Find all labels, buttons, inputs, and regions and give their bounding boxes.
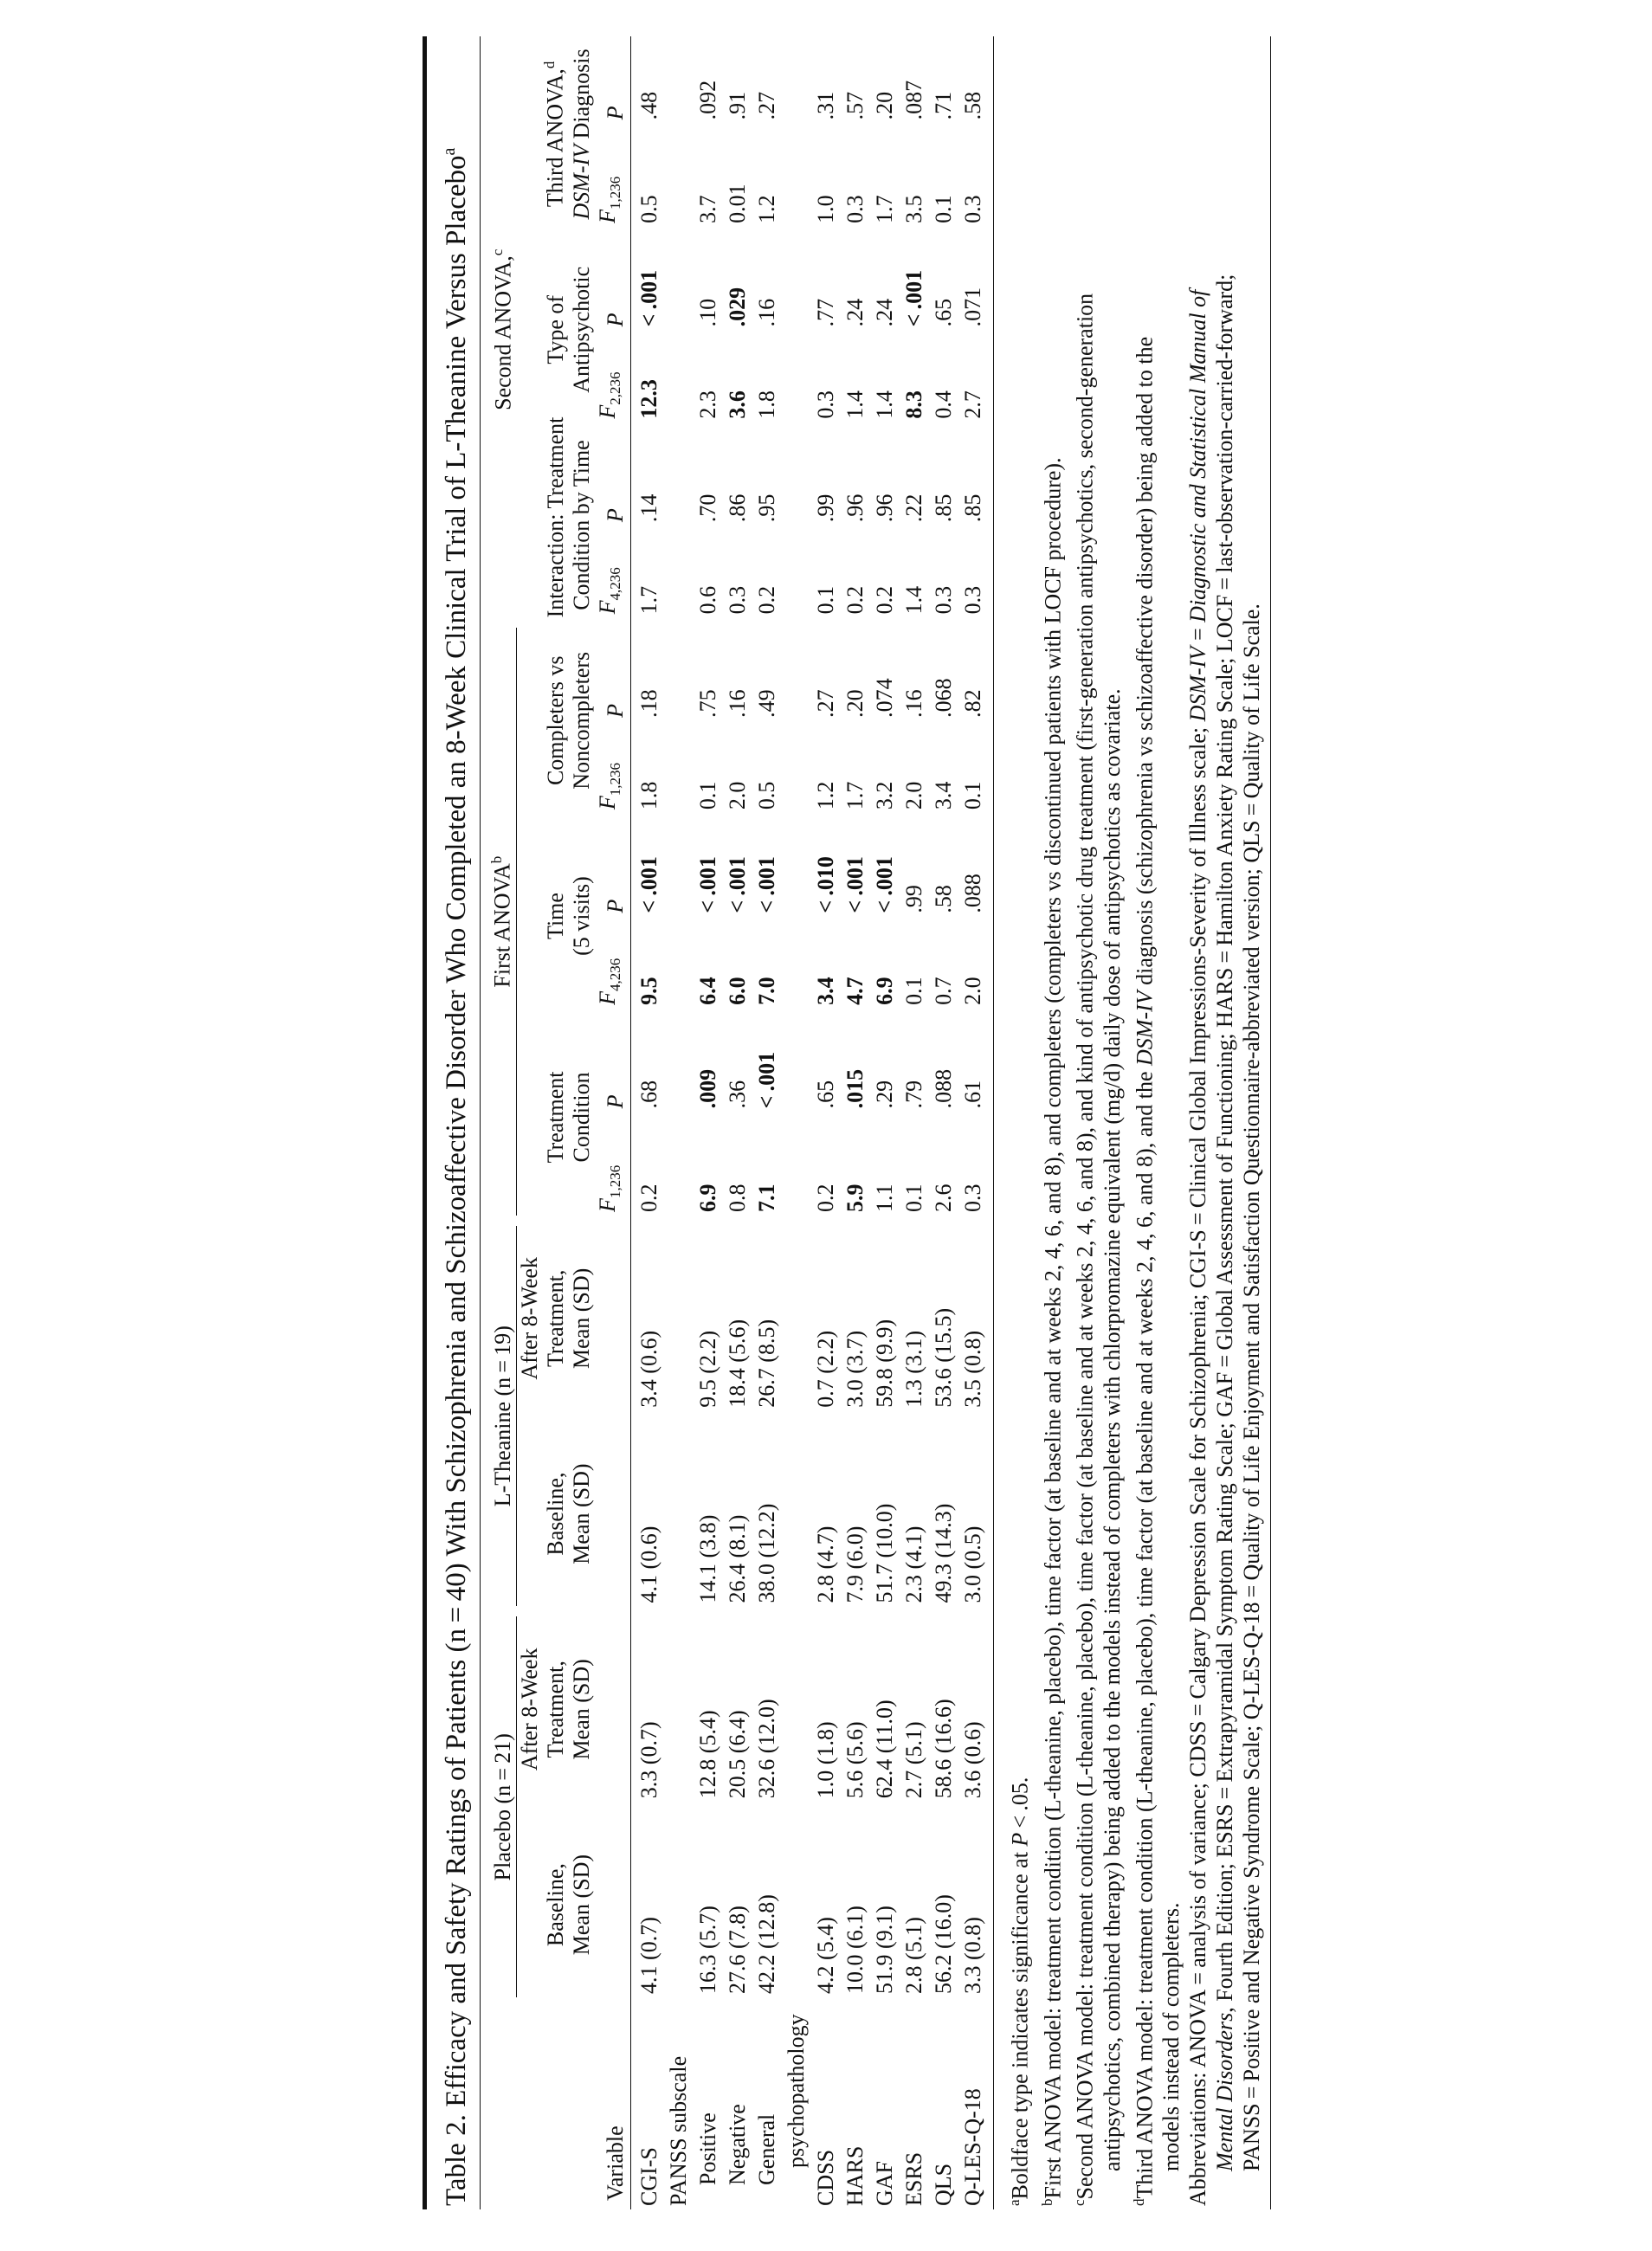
- table-row: [870, 36, 900, 2209]
- int-p-cell: .96: [842, 493, 868, 523]
- table-page: [423, 36, 1271, 2209]
- dx-p-cell: .48: [636, 91, 661, 120]
- abbreviations-text: , Fourth Edition; ESRS = Extrapyramidal Symptom Rating Scale; GAF = Global Assessment of Functioning; HARS = Hamilton Anxiety Rating Scale; LOCF = last-observation-carried-forward;: [1212, 274, 1238, 2013]
- comp-f-cell: 1.7: [842, 781, 868, 810]
- pb-after-cell: 2.7 (5.1): [900, 1721, 926, 1799]
- table-row: [723, 36, 752, 2209]
- comp-p-cell: .16: [724, 689, 750, 718]
- comp-p-cell: .18: [636, 689, 661, 718]
- ap-f-cell: 0.4: [930, 390, 956, 419]
- comp-p-cell: .75: [694, 689, 720, 718]
- dx-p-cell: .092: [694, 80, 720, 120]
- time-f-cell: 7.0: [753, 977, 779, 1005]
- ap-f-cell: 1.4: [871, 390, 897, 419]
- pb-after-cell: 32.6 (12.0): [753, 1699, 779, 1799]
- abbreviations-continued: PANSS = Positive and Negative Syndrome Scale; Q-LES-Q-18 = Quality of Life Enjoyment and Satisfaction Questionnaire-abbreviated version; QLS = Quality of Life Scale.: [1239, 603, 1265, 2171]
- footnote-c-continued: antipsychotics, combined therapy) being added to the models instead of completers with chlorpromazine equivalent (mg/d) daily dose of antipsychotics as covariate.: [1099, 688, 1125, 2171]
- stat-p: P: [602, 106, 628, 120]
- time-f-cell: 3.4: [812, 977, 838, 1005]
- int-f-cell: 0.2: [842, 585, 868, 615]
- lt-baseline-cell: 14.1 (3.8): [694, 1514, 720, 1603]
- dx-p-cell: .58: [958, 36, 994, 128]
- dx-f-cell: 0.3: [842, 195, 868, 223]
- stat-f: F: [594, 991, 620, 1005]
- dx-p-cell: .31: [812, 91, 838, 120]
- lt-after-cell: 3.5 (0.8): [958, 1221, 994, 1416]
- tc-f-cell: 6.9: [694, 1184, 720, 1212]
- comp-f-cell: 0.1: [694, 781, 720, 810]
- row-variable: General: [753, 2113, 779, 2185]
- int-f-cell: 0.3: [930, 585, 956, 615]
- lt-after-h1: After 8-Week: [516, 1257, 542, 1380]
- tc-f-cell: 0.2: [812, 1184, 838, 1212]
- dx-f-cell: 1.0: [812, 195, 838, 223]
- dx-p-cell: .57: [842, 91, 868, 120]
- tc-p-cell: .009: [694, 1068, 720, 1109]
- dx-p-cell: .087: [900, 80, 926, 120]
- comp-p-cell: .068: [930, 678, 956, 718]
- tc-p-cell: .61: [958, 1014, 994, 1118]
- int-p-cell: .86: [724, 493, 750, 523]
- third-anova-mark: d: [541, 61, 558, 69]
- stat-p: P: [602, 899, 628, 913]
- tc-p-cell: .29: [871, 1080, 897, 1109]
- lt-after-h3: Mean (SD): [568, 1267, 594, 1369]
- tc-p-cell: .36: [724, 1080, 750, 1109]
- footnote-b: [1034, 40, 1067, 2206]
- abbreviations-text: Abbreviations: ANOVA = analysis of variance; CDSS = Calgary Depression Scale for Schizophrenia; CGI-S = Clinical Global Impressions-Severity of Illness scale;: [1185, 721, 1211, 2206]
- row-variable: ESRS: [900, 2151, 926, 2206]
- int-f-cell: 0.6: [694, 585, 720, 615]
- row-variable: Positive: [694, 2112, 720, 2185]
- int-f-cell: 0.3: [958, 531, 994, 622]
- ap-p-cell: .24: [871, 298, 897, 327]
- tc-f-cell: 1.1: [871, 1184, 897, 1212]
- comp-f-cell: 2.0: [900, 781, 926, 810]
- tc-f-cell: 2.6: [930, 1184, 956, 1212]
- time-f-cell: 9.5: [636, 977, 661, 1005]
- footnote-text: First ANOVA model: treatment condition (L-theanine, placebo), time factor (at baseline and at weeks 2, 4, 6, and 8), and completers (completers vs discontinued patients with LOCF procedure).: [1040, 457, 1066, 2199]
- comp-f-cell: 0.5: [753, 781, 779, 810]
- tc-p-cell: .015: [842, 1068, 868, 1109]
- footnote-a: [1001, 40, 1034, 2206]
- row-variable: Negative: [724, 2104, 750, 2185]
- row-variable: CDSS: [812, 2149, 838, 2206]
- ap-p-cell: .24: [842, 298, 868, 327]
- tc-p-cell: .68: [636, 1080, 661, 1109]
- pb-after-cell: 12.8 (5.4): [694, 1710, 720, 1799]
- time-f-cell: 6.4: [694, 977, 720, 1005]
- comp-p-cell: .49: [753, 689, 779, 718]
- df: 1,236: [606, 1164, 623, 1199]
- dx-f-cell: 0.3: [958, 128, 994, 232]
- time-h1: Time: [542, 893, 568, 940]
- int-f-cell: 1.4: [900, 585, 926, 615]
- time-p-cell: < .001: [724, 856, 750, 913]
- dx-p-cell: .71: [930, 91, 956, 120]
- lt-after-cell: 3.0 (3.7): [842, 1330, 868, 1408]
- dx-f-cell: 0.1: [930, 195, 956, 223]
- treatment-h2: Condition: [568, 1072, 594, 1163]
- row-variable: QLS: [930, 2163, 956, 2206]
- ap-f-cell: 12.3: [636, 379, 661, 419]
- tc-f-cell: 0.2: [636, 1184, 661, 1212]
- row-variable-continued: psychopathology: [783, 2014, 809, 2168]
- stat-f: F: [594, 796, 620, 810]
- lt-baseline-cell: 3.0 (0.5): [958, 1416, 994, 1612]
- lt-after-cell: 53.6 (15.5): [930, 1307, 956, 1408]
- ap-f-cell: 0.3: [812, 390, 838, 419]
- stat-f: F: [594, 1198, 620, 1212]
- lt-baseline-cell: 49.3 (14.3): [930, 1503, 956, 1603]
- pb-baseline-cell: 2.8 (5.1): [900, 1917, 926, 1994]
- table-row: [929, 36, 958, 2209]
- tc-f-cell: 5.9: [842, 1184, 868, 1212]
- header-row-stats: [595, 36, 631, 2209]
- ap-p-cell: .10: [694, 298, 720, 327]
- pb-baseline-cell: 3.3 (0.8): [958, 1807, 994, 2003]
- theanine-group-header: L-Theanine (n = 19): [490, 1226, 517, 1607]
- int-f-cell: 0.3: [724, 585, 750, 615]
- ap-f-cell: 2.7: [958, 335, 994, 427]
- first-anova-header: [484, 628, 517, 1216]
- footnote-text: Boldface type indicates significance at: [1007, 1846, 1033, 2200]
- table-title-text: Table 2. Efficacy and Safety Ratings of Patients (n = 40) With Schizophrenia and Schizoaffective Disorder Who Completed an 8-Week Clinical Trial of L-Theanine Versus Placebo: [441, 155, 472, 2206]
- ap-p-cell: .029: [724, 287, 750, 327]
- row-variable: CGI-S: [636, 2147, 661, 2206]
- pb-after-cell: 1.0 (1.8): [812, 1721, 838, 1799]
- title-footnote-mark: a: [440, 147, 459, 156]
- int-p-cell: .14: [636, 493, 661, 523]
- table-row: [958, 36, 994, 2209]
- header-row-columns: [517, 36, 595, 2209]
- bottom-rule: [1270, 36, 1271, 2209]
- dx-f-cell: 1.2: [753, 195, 779, 223]
- lt-baseline-cell: 26.4 (8.1): [724, 1514, 750, 1603]
- int-p-cell: .22: [900, 493, 926, 523]
- df: 4,236: [606, 567, 623, 601]
- lt-baseline-h2: Mean (SD): [568, 1463, 594, 1564]
- lt-after-cell: 18.4 (5.6): [724, 1319, 750, 1408]
- int-f-cell: 0.2: [753, 585, 779, 615]
- tc-p-cell: < .001: [753, 1051, 779, 1109]
- time-p-cell: < .001: [753, 856, 779, 913]
- ap-p-cell: < .001: [900, 269, 926, 327]
- comp-f-cell: 3.4: [930, 781, 956, 810]
- lt-baseline-cell: 38.0 (12.2): [753, 1503, 779, 1603]
- third-anova-dsm: DSM-IV: [568, 144, 594, 220]
- footnote-d: [1126, 40, 1158, 2206]
- comp-p-cell: .074: [871, 678, 897, 718]
- stat-p: P: [602, 704, 628, 718]
- pb-after-h2: Treatment,: [542, 1661, 568, 1758]
- stat-f: F: [594, 600, 620, 615]
- int-p-cell: .99: [812, 493, 838, 523]
- time-f-cell: 0.1: [900, 977, 926, 1005]
- lt-after-h2: Treatment,: [542, 1269, 568, 1368]
- tc-f-cell: 7.1: [753, 1184, 779, 1212]
- lt-after-cell: 1.3 (3.1): [900, 1330, 926, 1408]
- pb-baseline-h1: Baseline,: [542, 1863, 568, 1947]
- stat-f: F: [594, 210, 620, 223]
- interaction-h2: Condition by Time: [568, 440, 594, 610]
- table-row: [630, 36, 664, 2209]
- time-p-cell: .088: [958, 818, 994, 922]
- lt-baseline-cell: 2.8 (4.7): [812, 1525, 838, 1603]
- table-row: [841, 36, 870, 2209]
- ap-p-cell: .77: [812, 298, 838, 327]
- pb-baseline-cell: 27.6 (7.8): [724, 1906, 750, 1994]
- ap-f-cell: 2.3: [694, 390, 720, 419]
- dx-f-cell: 3.7: [694, 195, 720, 223]
- abbreviations: [1184, 40, 1211, 2206]
- lt-baseline-cell: 7.9 (6.0): [842, 1525, 868, 1603]
- df: 2,236: [606, 371, 623, 405]
- variable-header: Variable: [595, 2003, 631, 2209]
- tc-p-cell: .79: [900, 1080, 926, 1109]
- completers-h2: Noncompleters: [568, 651, 594, 790]
- pb-baseline-cell: 4.2 (5.4): [812, 1917, 838, 1994]
- pb-after-cell: 3.6 (0.6): [958, 1611, 994, 1807]
- time-p-cell: < .001: [842, 856, 868, 913]
- completers-h1: Completers vs: [542, 655, 568, 786]
- stat-p: P: [602, 508, 628, 523]
- header-row-groups: [481, 36, 517, 2209]
- pb-after-h3: Mean (SD): [568, 1659, 594, 1760]
- lt-after-cell: 59.8 (9.9): [871, 1319, 897, 1408]
- lt-after-cell: 0.7 (2.2): [812, 1330, 838, 1408]
- dx-p-cell: .27: [753, 91, 779, 120]
- time-p-cell: < .001: [694, 856, 720, 913]
- pb-baseline-cell: 56.2 (16.0): [930, 1894, 956, 1994]
- row-variable: GAF: [871, 2160, 897, 2206]
- ap-f-cell: 1.4: [842, 390, 868, 419]
- placebo-group-header: Placebo (n = 21): [490, 1616, 517, 1997]
- time-f-cell: 4.7: [842, 977, 868, 1005]
- df: 1,236: [606, 763, 623, 797]
- interaction-h1: Interaction: Treatment: [542, 416, 568, 618]
- int-f-cell: 1.7: [636, 585, 661, 615]
- footnote-c: [1066, 40, 1099, 2206]
- time-h2: (5 visits): [568, 876, 594, 956]
- int-p-cell: .95: [753, 493, 779, 523]
- comp-f-cell: 2.0: [724, 781, 750, 810]
- footnote-mark: c: [1071, 2199, 1088, 2206]
- comp-p-cell: .27: [812, 689, 838, 718]
- ap-f-cell: 1.8: [753, 390, 779, 419]
- pb-baseline-cell: 42.2 (12.8): [753, 1894, 779, 1994]
- row-variable: HARS: [842, 2145, 868, 2206]
- footnote-text: diagnosis (schizophrenia vs schizoaffective disorder) being added to the: [1132, 336, 1158, 991]
- comp-p-cell: .20: [842, 689, 868, 718]
- time-p-cell: < .001: [871, 856, 897, 913]
- table-row: [811, 36, 841, 2209]
- footnote-text: Second ANOVA model: treatment condition (L-theanine, placebo), time factor (at baseline and at weeks 2, 4, 6, and 8), and kind of antipsychotic drug treatment (first-generation antipsychotics, second-generation: [1072, 293, 1098, 2200]
- int-p-cell: .85: [930, 493, 956, 523]
- df: 1,236: [606, 176, 623, 210]
- lt-baseline-cell: 4.1 (0.6): [636, 1525, 661, 1603]
- first-anova-label: First ANOVA: [489, 863, 515, 988]
- pb-baseline-cell: 10.0 (6.1): [842, 1906, 868, 1994]
- int-p-cell: .70: [694, 493, 720, 523]
- comp-f-cell: 1.2: [812, 781, 838, 810]
- ap-p-cell: .65: [930, 298, 956, 327]
- time-p-cell: .58: [930, 885, 956, 913]
- dx-f-cell: 3.5: [900, 195, 926, 223]
- lt-baseline-cell: 2.3 (4.1): [900, 1525, 926, 1603]
- tc-p-cell: .65: [812, 1080, 838, 1109]
- int-f-cell: 0.2: [871, 585, 897, 615]
- second-anova-label: Second ANOVA,: [490, 255, 516, 410]
- lt-baseline-cell: 51.7 (10.0): [871, 1503, 897, 1603]
- time-p-cell: < .001: [636, 856, 661, 913]
- pb-baseline-cell: 4.1 (0.7): [636, 1917, 661, 1994]
- dx-p-cell: .20: [871, 91, 897, 120]
- tc-f-cell: 0.1: [900, 1184, 926, 1212]
- footnote-text: DSM-IV: [1132, 990, 1158, 1066]
- time-f-cell: 2.0: [958, 922, 994, 1014]
- pb-baseline-h2: Mean (SD): [568, 1854, 594, 1956]
- table-title: [427, 36, 480, 2209]
- df: 4,236: [606, 958, 623, 992]
- dx-p-cell: .91: [724, 91, 750, 120]
- table-row: [900, 36, 929, 2209]
- dx-f-cell: 1.7: [871, 195, 897, 223]
- continuation-row: [782, 36, 811, 2209]
- ap-p-cell: .16: [753, 298, 779, 327]
- ap-p-cell: .071: [958, 232, 994, 336]
- pb-after-cell: 5.6 (5.6): [842, 1721, 868, 1799]
- time-f-cell: 6.9: [871, 977, 897, 1005]
- lt-after-cell: 3.4 (0.6): [636, 1330, 661, 1408]
- footnote-mark: a: [1005, 2199, 1023, 2206]
- time-p-cell: < .010: [812, 856, 838, 913]
- treatment-h1: Treatment: [542, 1071, 568, 1164]
- table-row: [752, 36, 782, 2209]
- footnote-text: P: [1007, 1832, 1033, 1847]
- int-p-cell: .85: [958, 428, 994, 532]
- pb-baseline-cell: 51.9 (9.1): [871, 1906, 897, 1994]
- stat-p: P: [602, 313, 628, 327]
- ap-p-cell: < .001: [636, 269, 661, 327]
- stat-f: F: [594, 404, 620, 419]
- abbreviations-text: DSM-IV = Diagnostic and Statistical Manual of: [1185, 289, 1211, 722]
- third-anova-h1: Third ANOVA,: [542, 68, 568, 208]
- dx-f-cell: 0.01: [724, 184, 750, 223]
- stat-p: P: [602, 1094, 628, 1109]
- antipsychotic-h2: Antipsychotic: [568, 266, 594, 393]
- time-f-cell: 0.7: [930, 977, 956, 1005]
- tc-f-cell: 0.8: [724, 1184, 750, 1212]
- ap-f-cell: 8.3: [900, 390, 926, 419]
- row-variable: Q-LES-Q-18: [958, 2003, 994, 2209]
- abbreviations-continued: [1211, 40, 1238, 2206]
- pb-baseline-cell: 16.3 (5.7): [694, 1906, 720, 1994]
- lt-after-cell: 26.7 (8.5): [753, 1319, 779, 1408]
- pb-after-cell: 62.4 (11.0): [871, 1700, 897, 1799]
- results-table: [481, 36, 994, 2209]
- tc-f-cell: 0.3: [958, 1117, 994, 1221]
- abbreviations-text: Mental Disorders: [1212, 2012, 1238, 2171]
- comp-f-cell: 3.2: [871, 781, 897, 810]
- tc-p-cell: .088: [930, 1068, 956, 1109]
- footnote-text: < .05.: [1007, 1777, 1033, 1833]
- ap-f-cell: 3.6: [724, 390, 750, 419]
- first-anova-mark: b: [488, 855, 505, 864]
- table-row: [694, 36, 723, 2209]
- pb-after-cell: 20.5 (6.4): [724, 1710, 750, 1799]
- int-f-cell: 0.1: [812, 585, 838, 615]
- pb-after-h1: After 8-Week: [516, 1648, 542, 1771]
- comp-p-cell: .82: [958, 622, 994, 726]
- footnote-d-continued: models instead of completers.: [1158, 1902, 1184, 2171]
- section-row: [664, 36, 694, 2209]
- pb-after-cell: 3.3 (0.7): [636, 1721, 661, 1799]
- int-p-cell: .96: [871, 493, 897, 523]
- lt-after-cell: 9.5 (2.2): [694, 1330, 720, 1408]
- footnote-mark: d: [1130, 2198, 1147, 2206]
- pb-after-cell: 58.6 (16.6): [930, 1699, 956, 1799]
- panss-section-label: PANSS subscale: [665, 2055, 691, 2206]
- comp-f-cell: 1.8: [636, 781, 661, 810]
- footnote-text: Third ANOVA model: treatment condition (L-theanine, placebo), time factor (at baseline and at weeks 2, 4, 6, and 8), and the: [1132, 1065, 1158, 2199]
- comp-f-cell: 0.1: [958, 726, 994, 818]
- dx-f-cell: 0.5: [636, 195, 661, 223]
- time-f-cell: 6.0: [724, 977, 750, 1005]
- third-anova-h2: Diagnosis: [568, 48, 594, 145]
- comp-p-cell: .16: [900, 689, 926, 718]
- second-anova-mark: c: [489, 248, 506, 256]
- footnote-mark: b: [1038, 2198, 1055, 2206]
- antipsychotic-h1: Type of: [542, 294, 568, 364]
- table-footnotes: [994, 36, 1271, 2209]
- lt-baseline-h1: Baseline,: [542, 1472, 568, 1556]
- time-p-cell: .99: [900, 885, 926, 913]
